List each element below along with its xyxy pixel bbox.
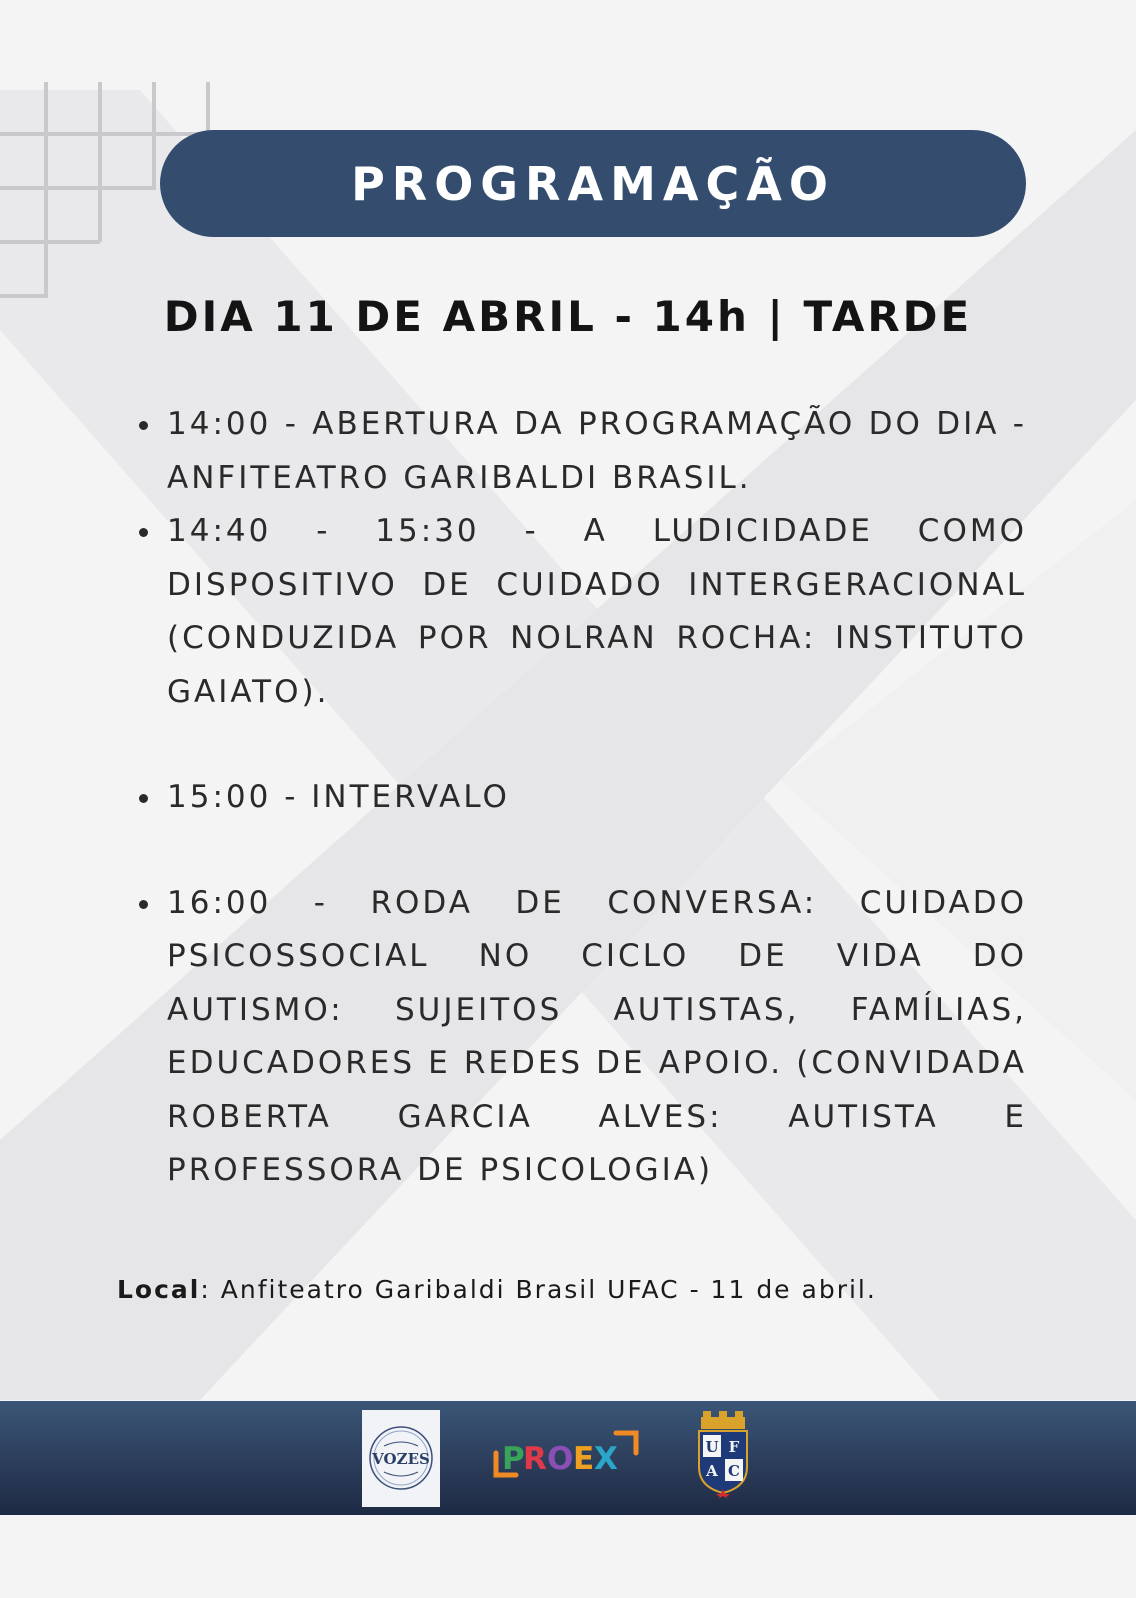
svg-text:VOZES: VOZES: [372, 1450, 430, 1468]
vozes-logo: [362, 1410, 440, 1507]
schedule-list: [137, 398, 1027, 1198]
svg-text:A: A: [706, 1462, 718, 1480]
schedule-item-text: 14:40 - 15:30 - A LUDICIDADE COMO DISPOSITIVO DE CUIDADO INTERGERACIONAL (CONDUZIDA POR NOLRAN ROCHA: INSTITUTO GAIATO).: [167, 513, 1027, 710]
bullet-icon: [139, 421, 148, 430]
bullet-icon: [139, 528, 148, 537]
schedule-item: [137, 398, 1027, 505]
location-value: : Anfiteatro Garibaldi Brasil UFAC - 11 de abril.: [200, 1275, 877, 1304]
svg-text:O: O: [547, 1441, 574, 1477]
svg-text:E: E: [573, 1441, 595, 1477]
svg-text:R: R: [523, 1441, 547, 1477]
footer-band: [0, 1401, 1136, 1515]
title-banner: [160, 130, 1026, 237]
svg-text:F: F: [728, 1438, 740, 1456]
schedule-item: [137, 505, 1027, 719]
schedule-item-text: 15:00 - INTERVALO: [167, 779, 510, 815]
svg-text:P: P: [502, 1441, 525, 1477]
schedule-item: [137, 877, 1027, 1198]
bullet-icon: [139, 794, 148, 803]
schedule-item: [137, 771, 1027, 825]
svg-text:C: C: [728, 1462, 740, 1480]
location-label: Local: [117, 1275, 201, 1304]
schedule-item-text: 16:00 - RODA DE CONVERSA: CUIDADO PSICOSSOCIAL NO CICLO DE VIDA DO AUTISMO: SUJEITOS AUTISTAS, FAMÍLIAS, EDUCADORES E REDES DE APOIO. (CONVIDADA ROBERTA GARCIA ALVES: AUTISTA E PROFESSORA DE PSICOLOGIA): [167, 884, 1027, 1188]
svg-text:U: U: [705, 1438, 719, 1456]
proex-logo: [490, 1423, 642, 1485]
schedule-item-text: 14:00 - ABERTURA DA PROGRAMAÇÃO DO DIA - ANFITEATRO GARIBALDI BRASIL.: [167, 406, 1027, 496]
page-title: PROGRAMAÇÃO: [351, 156, 835, 211]
svg-text:X: X: [594, 1441, 618, 1477]
bullet-icon: [139, 900, 148, 909]
location-line: [117, 1275, 877, 1304]
date-subtitle: DIA 11 DE ABRIL - 14h | TARDE: [163, 292, 973, 341]
ufac-crest: [693, 1409, 753, 1499]
